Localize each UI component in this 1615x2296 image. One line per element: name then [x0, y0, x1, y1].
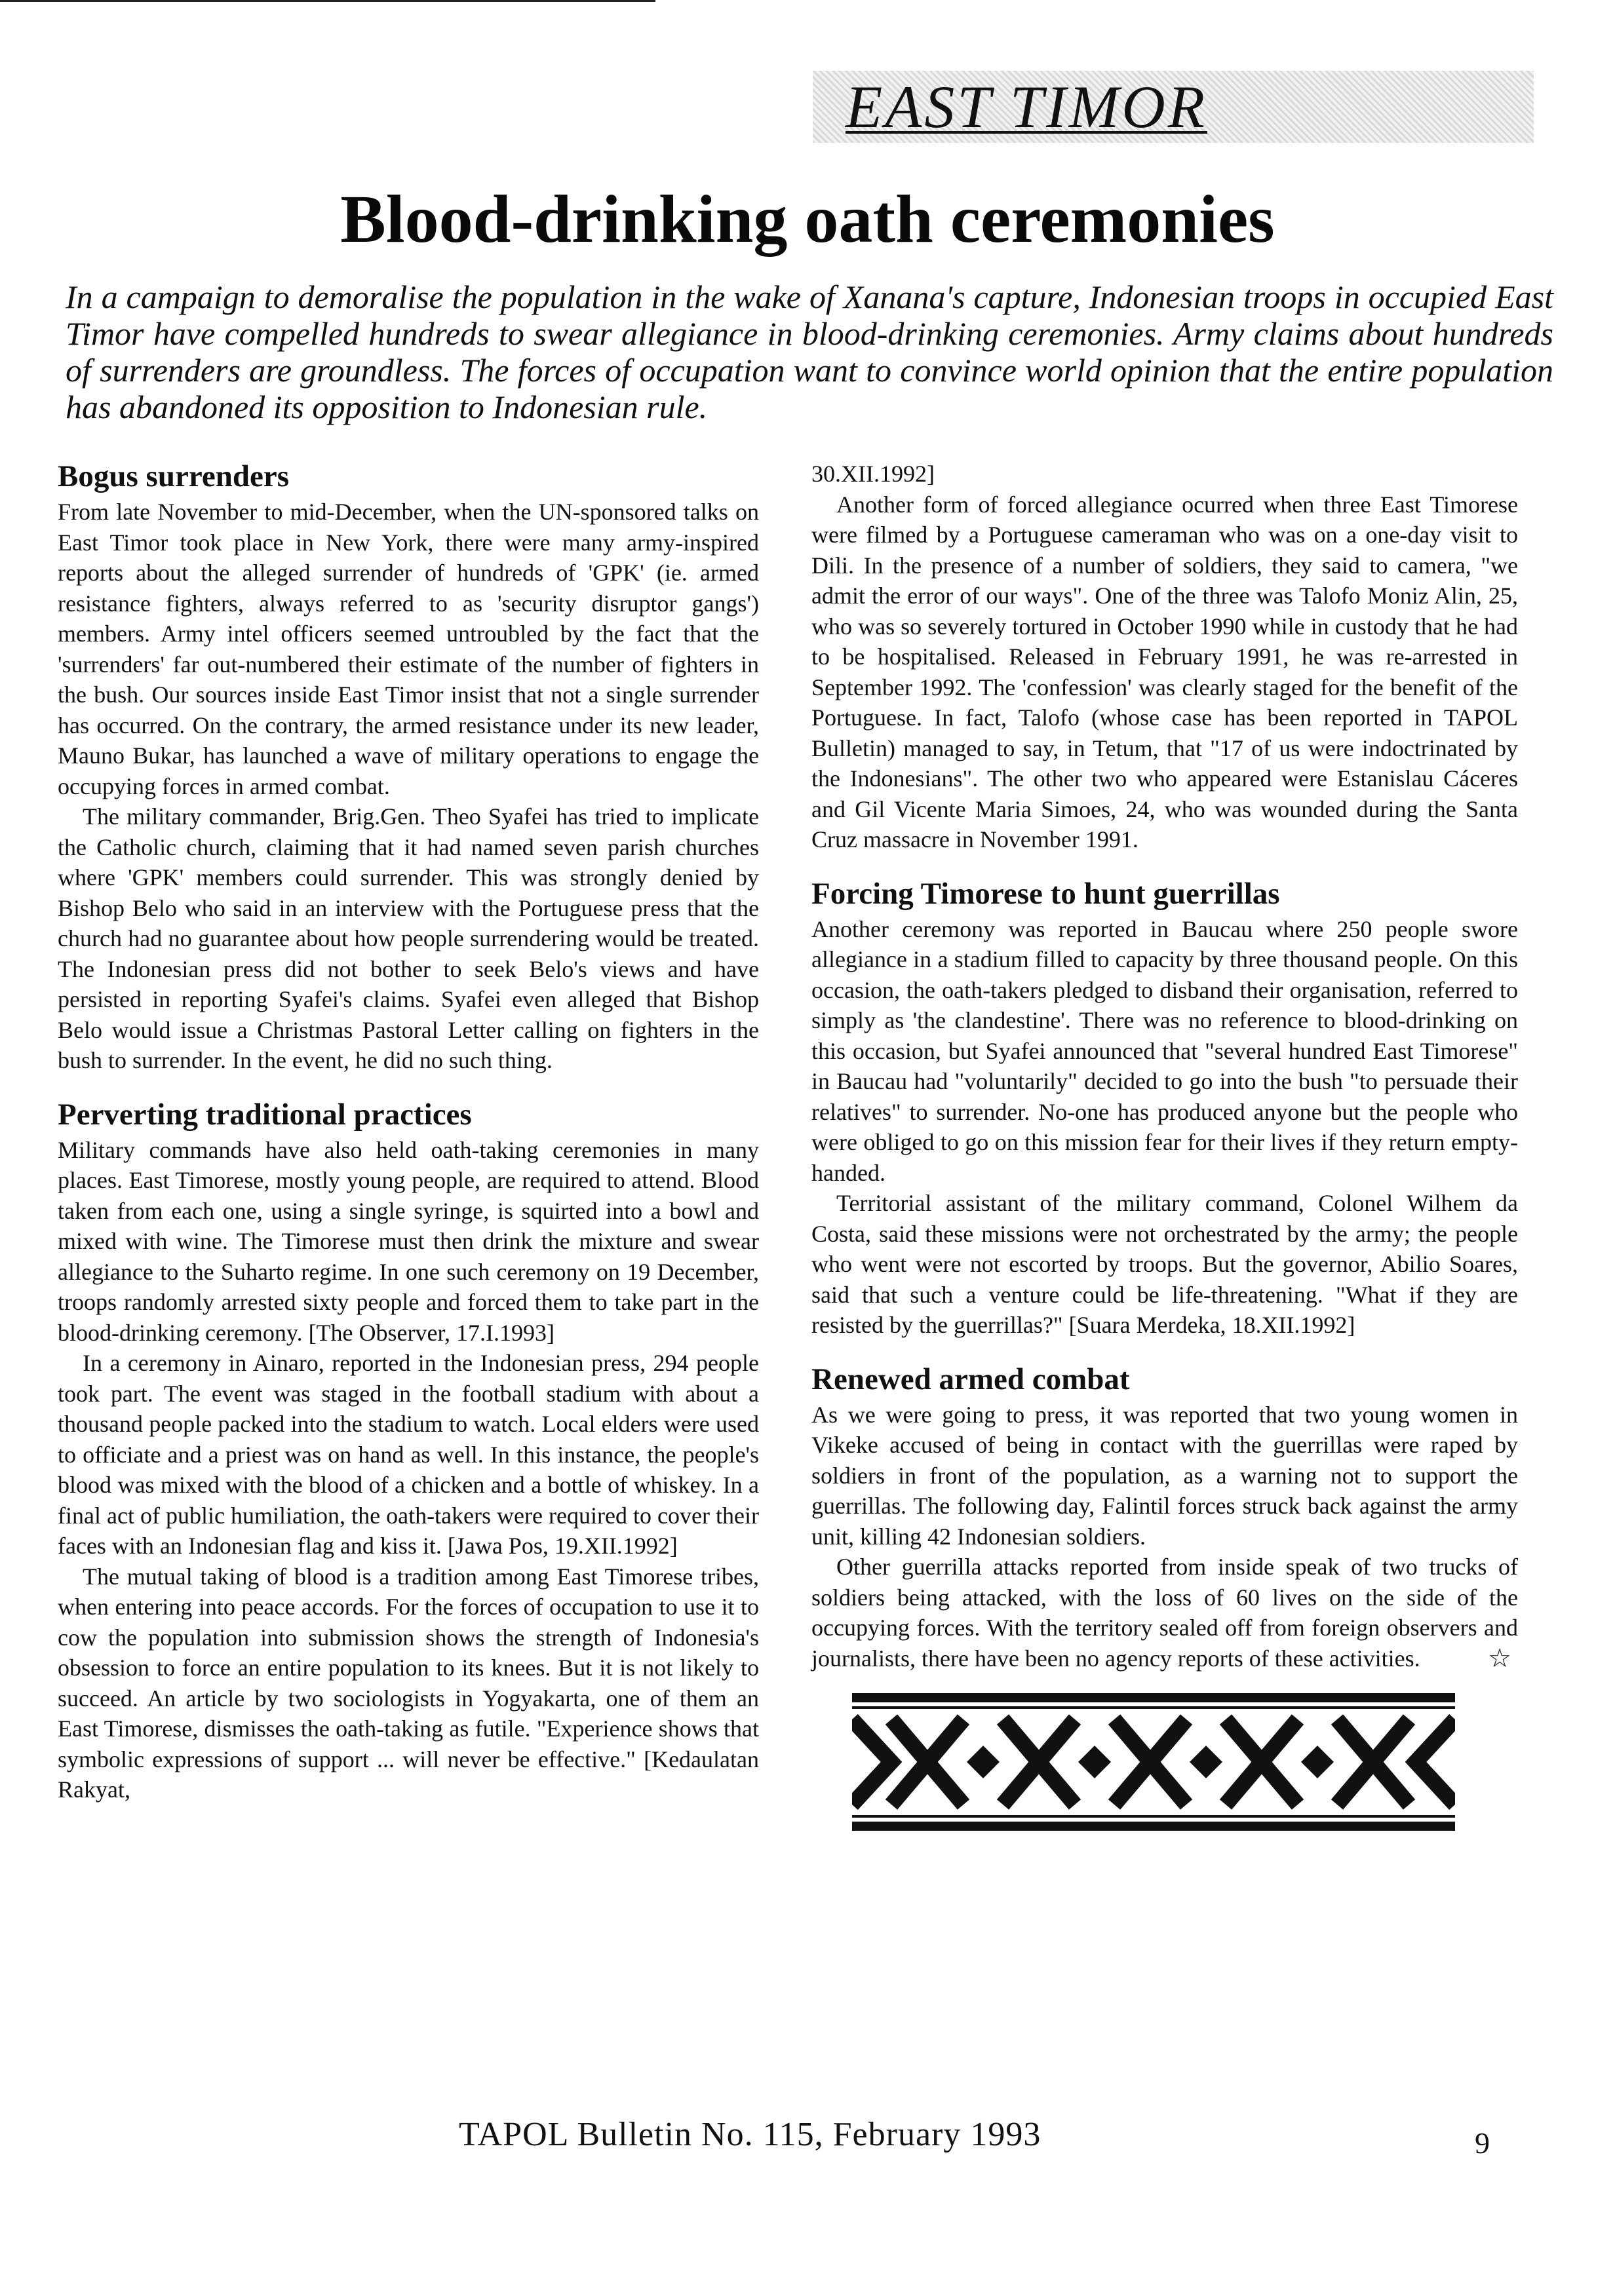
- paragraph: In a ceremony in Ainaro, reported in the Indonesian press, 294 people took part. The event was staged in the football stadium with about a thousand people packed into the stadium to watch. Local elders were used to officiate and a priest was on hand as well. In this instance, the people's blood was mixed with the blood of a chicken and a bottle of whiskey. In a final act of public humiliation, the oath-takers were required to cover their faces with an Indonesian flag and kiss it. [Jawa Pos, 19.XII.1992]: [58, 1350, 759, 1559]
- paragraph: As we were going to press, it was reported that two young women in Vikeke accused of being in contact with the guerrillas were raped by soldiers in front of the population, as a warning not to support the guerrillas. The following day, Falintil forces struck back against the army unit, killing 42 Indonesian soldiers.: [811, 1401, 1518, 1550]
- right-column: [811, 459, 1518, 1831]
- end-mark-star-icon: ☆: [1488, 1643, 1511, 1673]
- paragraph: 30.XII.1992]: [811, 461, 935, 487]
- decorative-woven-pattern: [852, 1693, 1455, 1831]
- standfirst: In a campaign to demoralise the population in the wake of Xanana's capture, Indonesian troops in occupied East Timor have compelled hundreds to swear allegiance in blood-drinking ceremonies. Army claims about hundreds of surrenders are groundless. The forces of occupation want to convince world opinion that the entire population has abandoned its opposition to Indonesian rule.: [66, 278, 1553, 425]
- paragraph: Territorial assistant of the military command, Colonel Wilhem da Costa, said these missions were not orchestrated by the army; the people who went were not escorted by troops. But the governor, Abilio Soares, said that such a venture could be life-threatening. "What if they are resisted by the guerrillas?" [Suara Merdeka, 18.XII.1992]: [811, 1190, 1518, 1338]
- heading-renewed-armed-combat: Renewed armed combat: [811, 1362, 1130, 1396]
- paragraph: Another form of forced allegiance ocurred when three East Timorese were filmed by a Portuguese cameraman who was on a one-day visit to Dili. In the presence of a number of soldiers, they said to camera, "we admit the error of our ways". One of the three was Talofo Moniz Alin, 25, who was so severely tortured in October 1990 while in custody that he had to be hospitalised. Released in February 1991, he was re-arrested in September 1992. The 'confession' was clearly staged for the benefit of the Portuguese. In fact, Talofo (whose case has been reported in TAPOL Bulletin) managed to say, in Tetum, that "17 of us were indoctrinated by the Indonesians". The other two who appeared were Estanislau Cáceres and Gil Vicente Maria Simoes, 24, who was wounded during the Santa Cruz massacre in November 1991.: [811, 491, 1518, 852]
- left-column: [58, 459, 759, 1805]
- paragraph: Military commands have also held oath-taking ceremonies in many places. East Timorese, mostly young people, are required to attend. Blood taken from each one, using a single syringe, is squirted into a bowl and mixed with wine. The Timorese must then drink the mixture and swear allegiance to the Suharto regime. In one such ceremony on 19 December, troops randomly arrested sixty people and forced them to take part in the blood-drinking ceremony. [The Observer, 17.I.1993]: [58, 1136, 759, 1346]
- heading-forcing-timorese: Forcing Timorese to hunt guerrillas: [811, 876, 1280, 911]
- footer-publication: TAPOL Bulletin No. 115, February 1993: [459, 2116, 1041, 2153]
- headline: Blood-drinking oath ceremonies: [340, 182, 1275, 257]
- paragraph: [811, 1552, 1518, 1674]
- paragraph: The military commander, Brig.Gen. Theo Syafei has tried to implicate the Catholic church, claiming that it had named seven parish churches where 'GPK' members could surrender. This was strongly denied by Bishop Belo who said in an interview with the Portuguese press that the church had no guarantee about how people surrendering would be treated. The Indonesian press did not bother to seek Belo's views and have persisted in reporting Syafei's claims. Syafei even alleged that Bishop Belo would issue a Christmas Pastoral Letter calling on fighters in the bush to surrender. In the event, he did no such thing.: [58, 803, 759, 1073]
- top-rule: [0, 0, 655, 2]
- heading-perverting-traditional-practices: Perverting traditional practices: [58, 1097, 472, 1132]
- paragraph: The mutual taking of blood is a tradition among East Timorese tribes, when entering into peace accords. For the forces of occupation to use it to cow the population into submission shows the strength of Indonesia's obsession to force an entire population to its knees. But it is not likely to succeed. An article by two sociologists in Yogyakarta, one of them an East Timorese, dismisses the oath-taking as futile. "Experience shows that symbolic expressions of support ... will never be effective." [Kedaulatan Rakyat,: [58, 1563, 759, 1803]
- section-label: EAST TIMOR: [846, 73, 1207, 140]
- paragraph: From late November to mid-December, when the UN-sponsored talks on East Timor took place in New York, there were many army-inspired reports about the alleged surrender of hundreds of 'GPK' (ie. armed resistance fighters, always referred to as 'security disruptor gangs') members. Army intel officers seemed untroubled by the fact that the 'surrenders' far out-numbered their estimate of the number of fighters in the bush. Our sources inside East Timor insist that not a single surrender has occurred. On the contrary, the armed resistance under its new leader, Mauno Bukar, has launched a wave of military operations to engage the occupying forces in armed combat.: [58, 499, 759, 799]
- heading-bogus-surrenders: Bogus surrenders: [58, 459, 289, 493]
- paragraph-text: Other guerrilla attacks reported from inside speak of two trucks of soldiers being attacked, with the loss of 60 lives on the side of the occupying forces. With the territory sealed off from foreign observers and journalists, there have been no agency reports of these activities.: [811, 1554, 1518, 1672]
- paragraph: Another ceremony was reported in Baucau where 250 people swore allegiance in a stadium filled to capacity by three thousand people. On this occasion, the oath-takers pledged to disband their organisation, referred to simply as 'the clandestine'. There was no reference to blood-drinking on this occasion, but Syafei announced that "several hundred East Timorese" in Baucau had "voluntarily" decided to go into the bush "to persuade their relatives" to surrender. No-one has produced anyone but the people who were obliged to go on this mission fear for their lives if they return empty-handed.: [811, 915, 1518, 1186]
- page-number: 9: [1475, 2126, 1490, 2160]
